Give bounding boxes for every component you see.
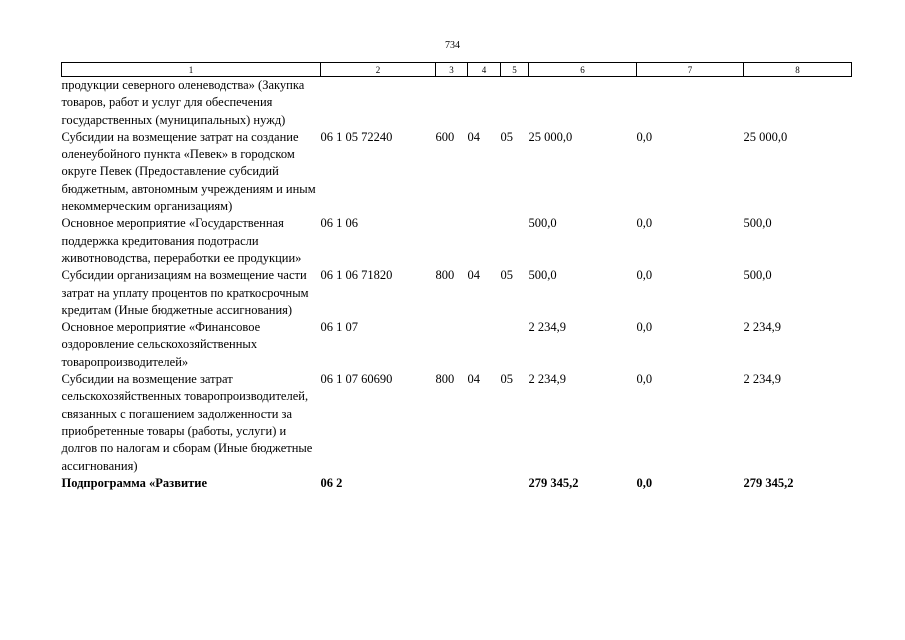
amount-col8-cell: 279 345,2	[743, 475, 794, 490]
table-row	[62, 267, 852, 319]
amount-col7-cell: 0,0	[636, 320, 653, 335]
section-cell	[468, 475, 501, 492]
amount-col8-cell	[744, 77, 852, 129]
amount-col6-cell: 2 234,9	[528, 372, 566, 387]
amount-col7-cell	[637, 77, 744, 129]
expense-type-cell	[436, 475, 468, 492]
amount-col8-cell: 500,0	[743, 216, 772, 231]
amount-col7-cell: 0,0	[636, 129, 653, 144]
amount-col6-cell: 25 000,0	[528, 129, 573, 144]
column-number: 1	[62, 63, 321, 77]
target-code-cell: 06 1 05 72240	[320, 129, 393, 144]
row-name-cell: Основное мероприятие «Финансовое оздоровление сельскохозяйственных товаропроизводителей»	[61, 320, 261, 369]
target-code-cell: 06 1 07	[320, 320, 358, 335]
target-code-cell	[321, 77, 436, 129]
amount-col7-cell: 0,0	[636, 268, 653, 283]
column-number: 2	[321, 63, 436, 77]
expense-type-cell	[436, 77, 468, 129]
column-number: 3	[436, 63, 468, 77]
column-number-row	[62, 63, 852, 77]
expense-type-cell: 800	[435, 268, 455, 283]
column-number: 8	[744, 63, 852, 77]
amount-col6-cell: 279 345,2	[528, 475, 579, 490]
subsection-cell	[501, 215, 529, 267]
subsection-cell: 05	[500, 372, 513, 387]
amount-col6-cell: 500,0	[528, 268, 557, 283]
amount-col6-cell	[529, 77, 637, 129]
column-number: 7	[637, 63, 744, 77]
row-name-cell: Основное мероприятие «Государственная поддержка кредитования подотрасли животноводства, переработки ее продукции»	[61, 216, 302, 265]
row-name-cell: Подпрограмма «Развитие	[61, 475, 208, 490]
section-cell	[468, 215, 501, 267]
expense-type-cell: 600	[435, 129, 455, 144]
subsection-cell	[501, 475, 529, 492]
target-code-cell: 06 1 07 60690	[320, 372, 393, 387]
column-number: 5	[501, 63, 529, 77]
amount-col8-cell: 2 234,9	[743, 320, 781, 335]
row-name-cell: продукции северного оленеводства» (Закупка товаров, работ и услуг для обеспечения государственных (муниципальных) нужд)	[61, 78, 305, 127]
amount-col8-cell: 500,0	[743, 268, 772, 283]
expense-type-cell	[436, 319, 468, 371]
section-cell	[468, 319, 501, 371]
amount-col8-cell: 2 234,9	[743, 372, 781, 387]
budget-table	[61, 62, 852, 492]
table-body	[62, 77, 852, 493]
table-row	[62, 371, 852, 475]
amount-col7-cell: 0,0	[636, 475, 653, 490]
table-row	[62, 129, 852, 215]
section-cell: 04	[467, 372, 480, 387]
amount-col7-cell: 0,0	[636, 372, 653, 387]
amount-col7-cell: 0,0	[636, 216, 653, 231]
section-cell: 04	[467, 129, 480, 144]
subsection-cell	[501, 77, 529, 129]
column-number: 4	[468, 63, 501, 77]
target-code-cell: 06 2	[320, 475, 343, 490]
section-cell	[468, 77, 501, 129]
amount-col6-cell: 500,0	[528, 216, 557, 231]
subsection-cell: 05	[500, 268, 513, 283]
section-cell: 04	[467, 268, 480, 283]
table-row	[62, 77, 852, 129]
row-name-cell: Субсидии организациям на возмещение части затрат на уплату процентов по краткосрочным кредитам (Иные бюджетные ассигнования)	[61, 268, 309, 317]
row-name-cell: Субсидии на возмещение затрат на создание оленеубойного пункта «Певек» в городском округе Певек (Предоставление субсидий бюджетным, автономным учреждениям и иным некоммерческим организациям)	[61, 129, 316, 214]
subsection-cell	[501, 319, 529, 371]
amount-col8-cell: 25 000,0	[743, 129, 788, 144]
amount-col6-cell: 2 234,9	[528, 320, 566, 335]
table-row	[62, 475, 852, 492]
row-name-cell: Субсидии на возмещение затрат сельскохозяйственных товаропроизводителей, связанных с погашением задолженности за приобретенные товары (работы, услуги) и долгов по налогам и сборам (Иные бюджетные ассигнования)	[61, 372, 313, 473]
expense-type-cell	[436, 215, 468, 267]
target-code-cell: 06 1 06 71820	[320, 268, 393, 283]
column-number: 6	[529, 63, 637, 77]
target-code-cell: 06 1 06	[320, 216, 358, 231]
table-row	[62, 215, 852, 267]
expense-type-cell: 800	[435, 372, 455, 387]
page-number: 734	[445, 40, 460, 51]
subsection-cell: 05	[500, 129, 513, 144]
table-row	[62, 319, 852, 371]
